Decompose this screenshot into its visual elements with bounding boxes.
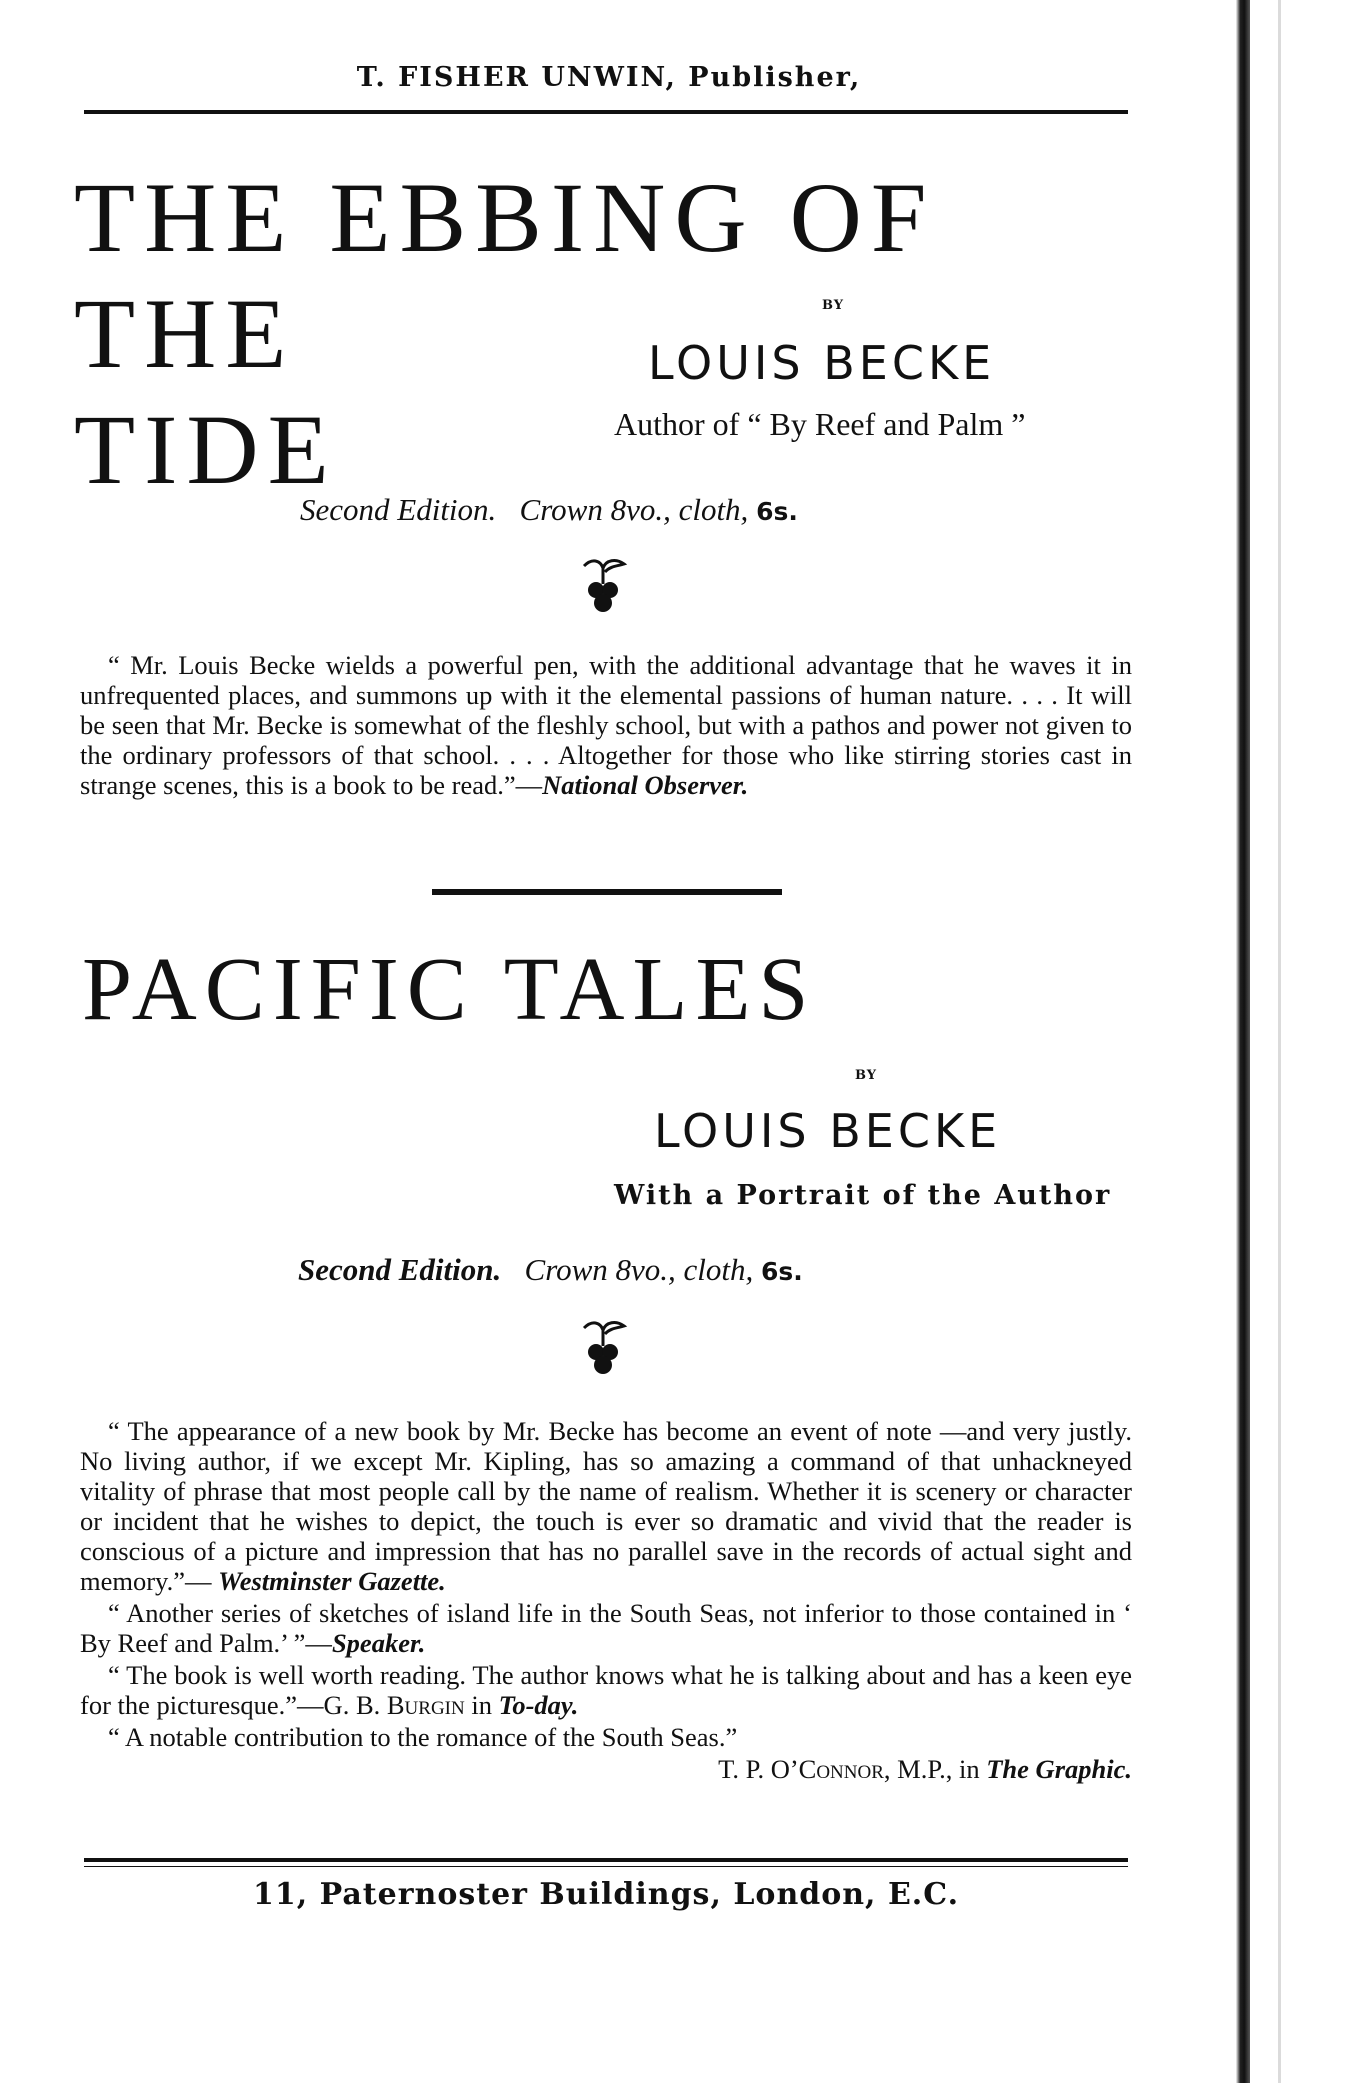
book1-title-line2: TIDE [74,394,338,505]
book1-title [74,160,1144,508]
book1-author: LOUIS BECKE [648,336,996,390]
publisher-header: T. FISHER UNWIN, Publisher, [356,62,862,93]
review-paragraph [80,1416,1132,1596]
page-edge-line [1278,0,1281,2083]
review-author: Burgin [386,1690,465,1720]
book1-edition-line [300,492,798,528]
publisher-address: 11, Paternoster Buildings, London, E.C. [252,1877,960,1912]
review-paragraph [80,1598,1132,1658]
attribution-name: T. P. O’ [718,1754,799,1784]
fleuron-ornament-icon [578,1318,628,1380]
review-text: “ The appearance of a new book by Mr. Becke has become an event of note —and very justly. No living author, if we except Mr. Kipling, has so amazing a command of that unhackneyed vitality of phrase that most people call by the name of realism. Whether it is scenery or character or incident that he wishes to depict, the touch is ever so dramatic and vivid that the reader is conscious of a picture and impression that has no parallel save in the records of actual sight and memory.”— [80,1416,1132,1596]
attribution-source: The Graphic. [986,1754,1132,1784]
book2-edition: Second Edition. [298,1252,502,1287]
book1-title-line1: THE EBBING OF THE [74,162,936,389]
fleuron-ornament-icon [578,556,628,618]
review-source: To-day. [498,1690,579,1720]
book2-edition-line [298,1252,803,1288]
bottom-rule [84,1858,1128,1862]
review-paragraph [80,1722,1132,1752]
book2-title: PACIFIC TALES [82,940,817,1039]
book1-price: 6s. [756,497,798,526]
book1-review-text: “ Mr. Louis Becke wields a powerful pen, with the additional advantage that he waves it in unfrequented places, and summons up with it the elemental passions of human nature. . . . It will be seen that Mr. Becke is somewhat of the fleshly school, but with a pathos and power not given to the ordinary professors of that school. . . . Altogether for those who like stirring stories cast in strange scenes, this is a book to be read.”— [80,650,1132,800]
book1-edition: Second Edition. [300,492,497,527]
page-gutter-shadow [1236,0,1250,2083]
review-source: Westminster Gazette. [218,1566,446,1596]
bottom-rule-thin [84,1866,1128,1867]
book2-author-note: With a Portrait of the Author [614,1180,1112,1211]
review-text: “ A notable contribution to the romance of the South Seas.” [108,1722,738,1752]
book1-review [80,650,1132,802]
book2-author: LOUIS BECKE [654,1104,1002,1158]
review-source: Speaker. [331,1628,426,1658]
section-divider [432,889,782,895]
review-text: “ The book is well worth reading. The author knows what he is talking about and has a keen eye for the picturesque.”—G. B. [80,1660,1132,1720]
review-paragraph [80,1660,1132,1720]
review-text: “ Another series of sketches of island life in the South Seas, not inferior to those contained in ‘ By Reef and Palm.’ ”— [80,1598,1132,1658]
book1-author-note: Author of “ By Reef and Palm ” [614,406,1026,442]
book1-review-source: National Observer. [542,770,749,800]
book2-reviews [80,1416,1132,1786]
book2-price: 6s. [761,1257,803,1286]
review-attribution [80,1754,1132,1784]
attribution-name-sc: Connor [798,1754,884,1784]
attribution-text: , M.P., in [883,1754,987,1784]
review-text: in [464,1690,499,1720]
book1-format: Crown 8vo., cloth, [519,492,749,527]
book2-format: Crown 8vo., cloth, [524,1252,754,1287]
top-rule [84,110,1128,114]
book1-by: BY [822,298,845,313]
book2-by: BY [855,1068,878,1083]
